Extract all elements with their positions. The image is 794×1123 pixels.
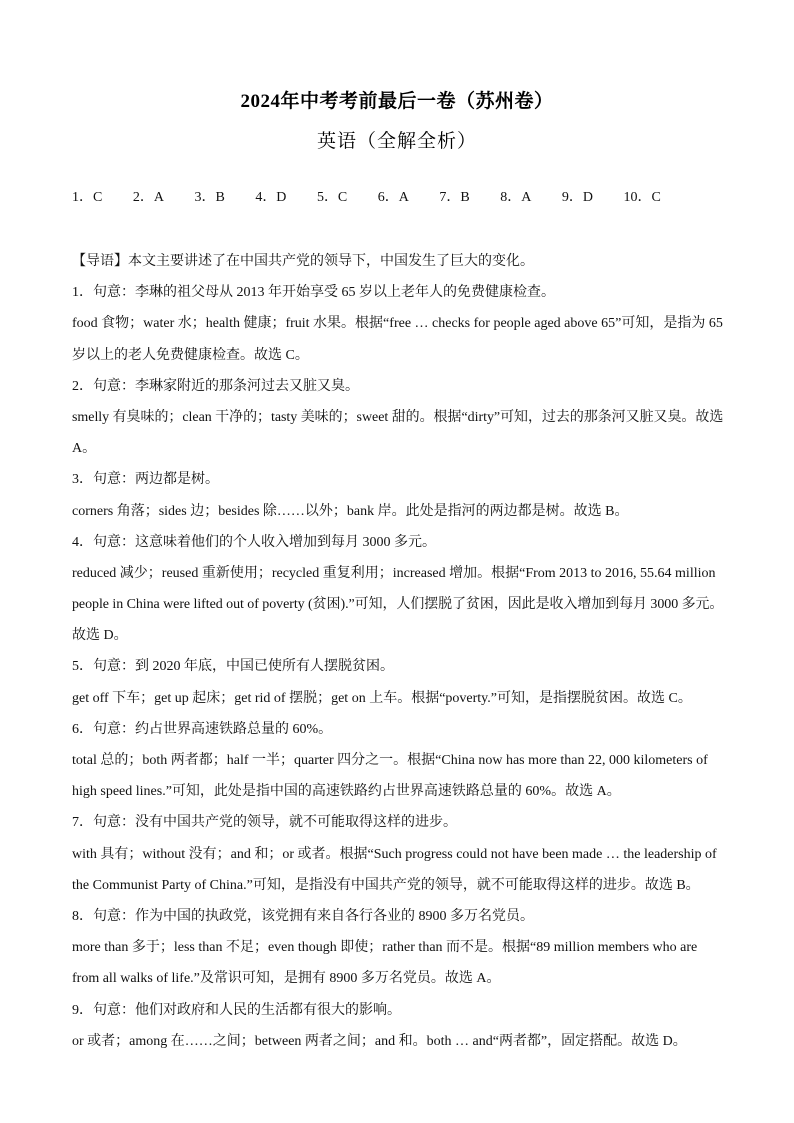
answer-item: 6．A bbox=[377, 190, 409, 205]
q7-translation: 7．句意：没有中国共产党的领导，就不可能取得这样的进步。 bbox=[72, 815, 457, 831]
answer-item: 10．C bbox=[623, 190, 661, 205]
answer-item: 5．C bbox=[316, 190, 348, 205]
document-subtitle: 英语（全解全析） bbox=[316, 130, 477, 152]
q2-analysis-cont: A。 bbox=[72, 441, 97, 457]
q4-answer: 故选 D。 bbox=[72, 628, 128, 644]
document-title: 2024年中考考前最后一卷（苏州卷） bbox=[240, 91, 554, 112]
q1-analysis-cont: 岁以上的老人免费健康检查。故选 C。 bbox=[72, 347, 309, 363]
q8-translation: 8．句意：作为中国的执政党，该党拥有来自各行各业的 8900 多万名党员。 bbox=[72, 908, 534, 924]
q1-analysis: food 食物；water 水；health 健康；fruit 水果。根据“free … checks for people aged above 65”可知，是指为 65 bbox=[72, 316, 723, 332]
q9-analysis: or 或者；among 在……之间；between 两者之间；and 和。both … and“两者都”，固定搭配。故选 D。 bbox=[72, 1033, 687, 1049]
q3-translation: 3．句意：两边都是树。 bbox=[72, 472, 219, 488]
q4-translation: 4．句意：这意味着他们的个人收入增加到每月 3000 多元。 bbox=[72, 534, 436, 550]
q6-translation: 6．句意：约占世界高速铁路总量的 60%。 bbox=[72, 721, 333, 737]
q1-translation: 1．句意：李琳的祖父母从 2013 年开始享受 65 岁以上老年人的免费健康检查。 bbox=[72, 285, 555, 301]
answer-item: 2．A bbox=[132, 190, 164, 205]
answer-item: 4．D bbox=[255, 190, 287, 205]
answer-item: 7．B bbox=[439, 190, 470, 205]
answer-item: 8．A bbox=[500, 190, 532, 205]
q2-translation: 2．句意：李琳家附近的那条河过去又脏又臭。 bbox=[72, 378, 359, 394]
q5-analysis: get off 下车；get up 起床；get rid of 摆脱；get on 上车。根据“poverty.”可知，是指摆脱贫困。故选 C。 bbox=[72, 690, 692, 706]
q4-analysis: reduced 减少；reused 重新使用；recycled 重复利用；increased 增加。根据“From 2013 to 2016, 55.64 million bbox=[72, 565, 716, 581]
q5-translation: 5．句意：到 2020 年底，中国已使所有人摆脱贫困。 bbox=[72, 659, 394, 675]
q4-analysis-cont: people in China were lifted out of poverty (贫困).”可知，人们摆脱了贫困，因此是收入增加到每月 3000 多元。 bbox=[72, 597, 724, 613]
intro-line: 【导语】本文主要讲述了在中国共产党的领导下，中国发生了巨大的变化。 bbox=[72, 254, 534, 269]
explanation-body bbox=[72, 246, 724, 1057]
q8-analysis-cont: from all walks of life.”及常识可知，是拥有 8900 多万名党员。故选 A。 bbox=[72, 971, 501, 987]
q8-analysis: more than 多于；less than 不足；even though 即使；rather than 而不是。根据“89 million members who are bbox=[72, 940, 698, 956]
q7-analysis: with 具有；without 没有；and 和；or 或者。根据“Such progress could not have been made … the leadership of bbox=[72, 846, 717, 862]
q3-analysis: corners 角落；sides 边；besides 除……以外；bank 岸。此处是指河的两边都是树。故选 B。 bbox=[72, 503, 629, 519]
q6-analysis-cont: high speed lines.”可知，此处是指中国的高速铁路约占世界高速铁路总量的 60%。故选 A。 bbox=[72, 784, 621, 800]
q9-translation: 9．句意：他们对政府和人民的生活都有很大的影响。 bbox=[72, 1002, 401, 1018]
answer-key-row bbox=[72, 186, 732, 206]
answer-item: 9．D bbox=[561, 190, 593, 205]
answer-item: 1．C bbox=[72, 190, 103, 205]
q6-analysis: total 总的；both 两者都；half 一半；quarter 四分之一。根据“China now has more than 22, 000 kilometers of bbox=[72, 753, 708, 768]
q2-analysis: smelly 有臭味的；clean 干净的；tasty 美味的；sweet 甜的。根据“dirty”可知，过去的那条河又脏又臭。故选 bbox=[72, 409, 724, 425]
answer-item: 3．B bbox=[194, 190, 225, 205]
q7-analysis-cont: the Communist Party of China.”可知，是指没有中国共产党的领导，就不可能取得这样的进步。故选 B。 bbox=[72, 877, 700, 893]
